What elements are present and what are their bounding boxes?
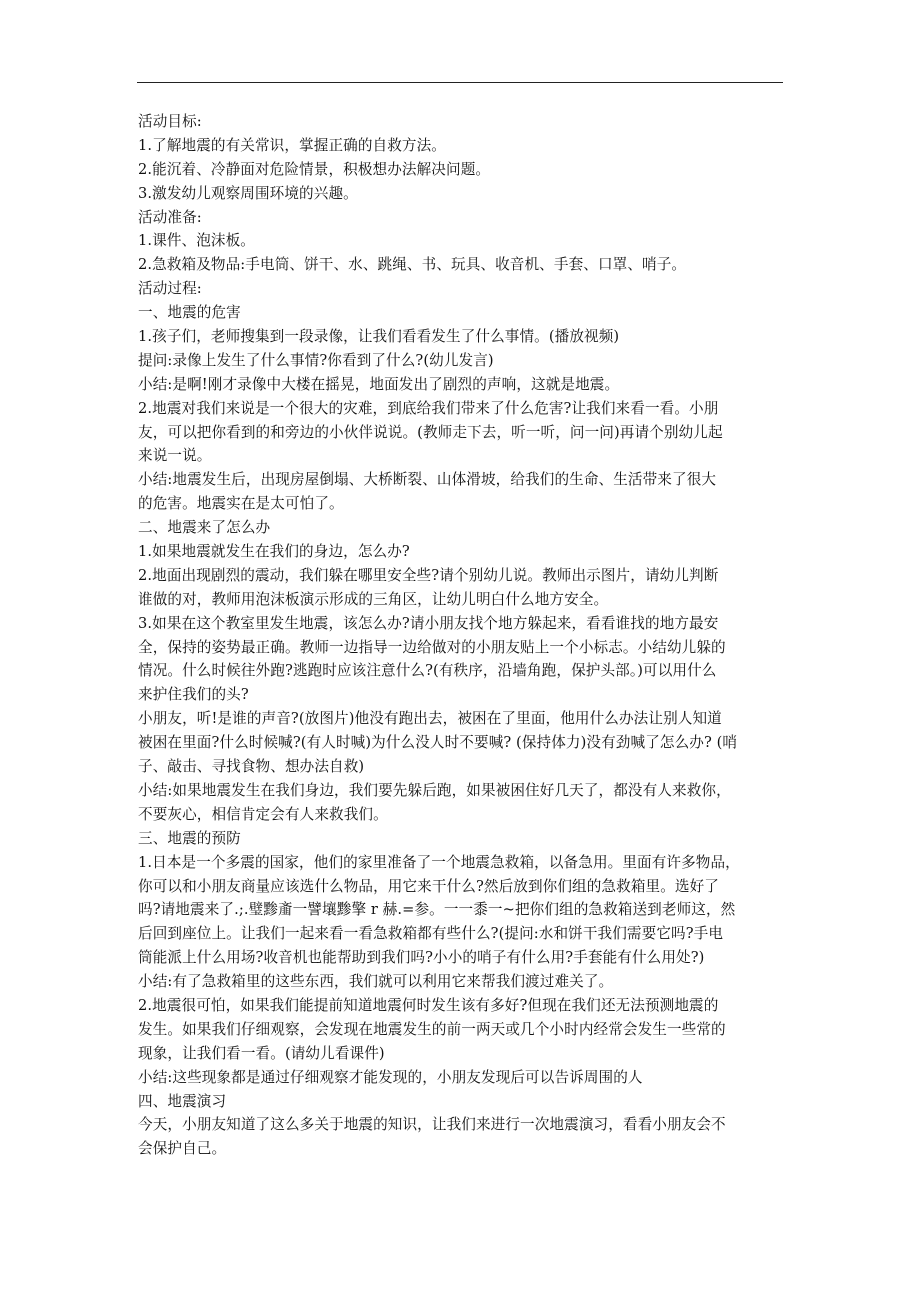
text-line: 小结:如果地震发生在我们身边，我们要先躲后跑，如果被困住好几天了，都没有人来救你，	[138, 781, 731, 799]
text-line: 你可以和小朋友商量应该选什么物品，用它来干什么?然后放到你们组的急救箱里。选好了	[138, 877, 719, 895]
text-line: 1.日本是一个多震的国家，他们的家里准备了一个地震急救箱，以备急用。里面有许多物品，	[138, 853, 740, 871]
text-line: 吗?请地震来了.;.璧黪齑一譬壤黪擎 r 赫.=参。一一黍一~把你们组的急救箱送到老师这，然	[138, 901, 736, 919]
text-line: 来护住我们的头?	[138, 686, 249, 704]
text-line: 全，保持的姿势最正确。教师一边指导一边给做对的小朋友贴上一个小标志。小结幼儿躲的	[138, 638, 726, 656]
text-line: 1.如果地震就发生在我们的身边，怎么办?	[138, 543, 410, 561]
text-line: 友，可以把你看到的和旁边的小伙伴说说。(教师走下去，听一听，问一问)再请个别幼儿起	[138, 423, 723, 441]
text-line: 四、地震演习	[138, 1092, 227, 1110]
text-line: 1.孩子们，老师搜集到一段录像，让我们看看发生了什么事情。(播放视频)	[138, 328, 620, 346]
text-line: 现象，让我们看一看。(请幼儿看课件)	[138, 1044, 385, 1062]
text-line: 筒能派上什么用场?收音机也能帮助到我们吗?小小的哨子有什么用?手套能有什么用处?)	[138, 949, 705, 967]
text-line: 小朋友，听!是谁的声音?(放图片)他没有跑出去，被困在了里面，他用什么办法让别人知道	[138, 710, 722, 728]
text-line: 2.地面出现剧烈的震动，我们躲在哪里安全些?请个别幼儿说。教师出示图片，请幼儿判断	[138, 566, 719, 584]
text-line: 活动目标:	[138, 113, 202, 130]
text-line: 小结:地震发生后，出现房屋倒塌、大桥断裂、山体滑坡，给我们的生命、生活带来了很大	[138, 471, 717, 489]
text-line: 谁做的对，教师用泡沫板演示形成的三角区，让幼儿明白什么地方安全。	[138, 590, 609, 608]
text-line: 小结:是啊!刚才录像中大楼在摇晃，地面发出了剧烈的声响，这就是地震。	[138, 375, 620, 393]
text-line: 1.课件、泡沫板。	[138, 232, 255, 250]
text-line: 活动准备:	[138, 208, 202, 226]
text-line: 2.能沉着、冷静面对危险情景，积极想办法解决问题。	[138, 160, 491, 178]
text-line: 今天，小朋友知道了这么多关于地震的知识，让我们来进行一次地震演习，看看小朋友会不	[138, 1116, 726, 1134]
text-line: 二、地震来了怎么办	[138, 519, 271, 537]
text-line: 的危害。地震实在是太可怕了。	[138, 495, 344, 513]
text-line: 被困在里面?什么时候喊?(有人时喊)为什么没人时不要喊? (保持体力)没有劲喊了怎么办? (哨	[138, 734, 738, 752]
text-line: 子、敲击、寻找食物、想办法自救)	[138, 758, 365, 776]
text-line: 来说一说。	[138, 447, 212, 465]
document-body	[138, 110, 788, 1161]
text-line: 三、地震的预防	[138, 829, 241, 847]
text-line: 3.激发幼儿观察周围环境的兴趣。	[138, 184, 358, 202]
text-line: 2.急救箱及物品:手电筒、饼干、水、跳绳、书、玩具、收音机、手套、口罩、哨子。	[138, 256, 687, 274]
text-line: 小结:这些现象都是通过仔细观察才能发现的，小朋友发现后可以告诉周围的人	[138, 1068, 643, 1086]
text-line: 小结:有了急救箱里的这些东西，我们就可以利用它来帮我们渡过难关了。	[138, 973, 614, 991]
text-line: 1.了解地震的有关常识，掌握正确的自救方法。	[138, 136, 447, 154]
text-line: 后回到座位上。让我们一起来看一看急救箱都有些什么?(提问:水和饼干我们需要它吗?手电	[138, 925, 724, 943]
text-line: 情况。什么时候往外跑?逃跑时应该注意什么?(有秩序，沿墙角跑，保护头部。)可以用什么	[138, 662, 717, 680]
text-line: 发生。如果我们仔细观察，会发现在地震发生的前一两天或几个小时内经常会发生一些常的	[138, 1020, 726, 1038]
text-line: 2.地震对我们来说是一个很大的灾难，到底给我们带来了什么危害?让我们来看一看。小朋	[138, 399, 719, 417]
text-line: 提问:录像上发生了什么事情?你看到了什么?(幼儿发言)	[138, 351, 494, 369]
text-line: 不要灰心，相信肯定会有人来救我们。	[138, 805, 388, 823]
text-line: 会保护自己。	[138, 1140, 227, 1158]
text-line: 2.地震很可怕，如果我们能提前知道地震何时发生该有多好?但现在我们还无法预测地震的	[138, 996, 719, 1014]
header-rule	[137, 82, 783, 83]
text-line: 3.如果在这个教室里发生地震，该怎么办?请小朋友找个地方躲起来，看看谁找的地方最安	[138, 614, 719, 632]
text-line: 活动过程:	[138, 280, 202, 298]
text-line: 一、地震的危害	[138, 304, 241, 322]
